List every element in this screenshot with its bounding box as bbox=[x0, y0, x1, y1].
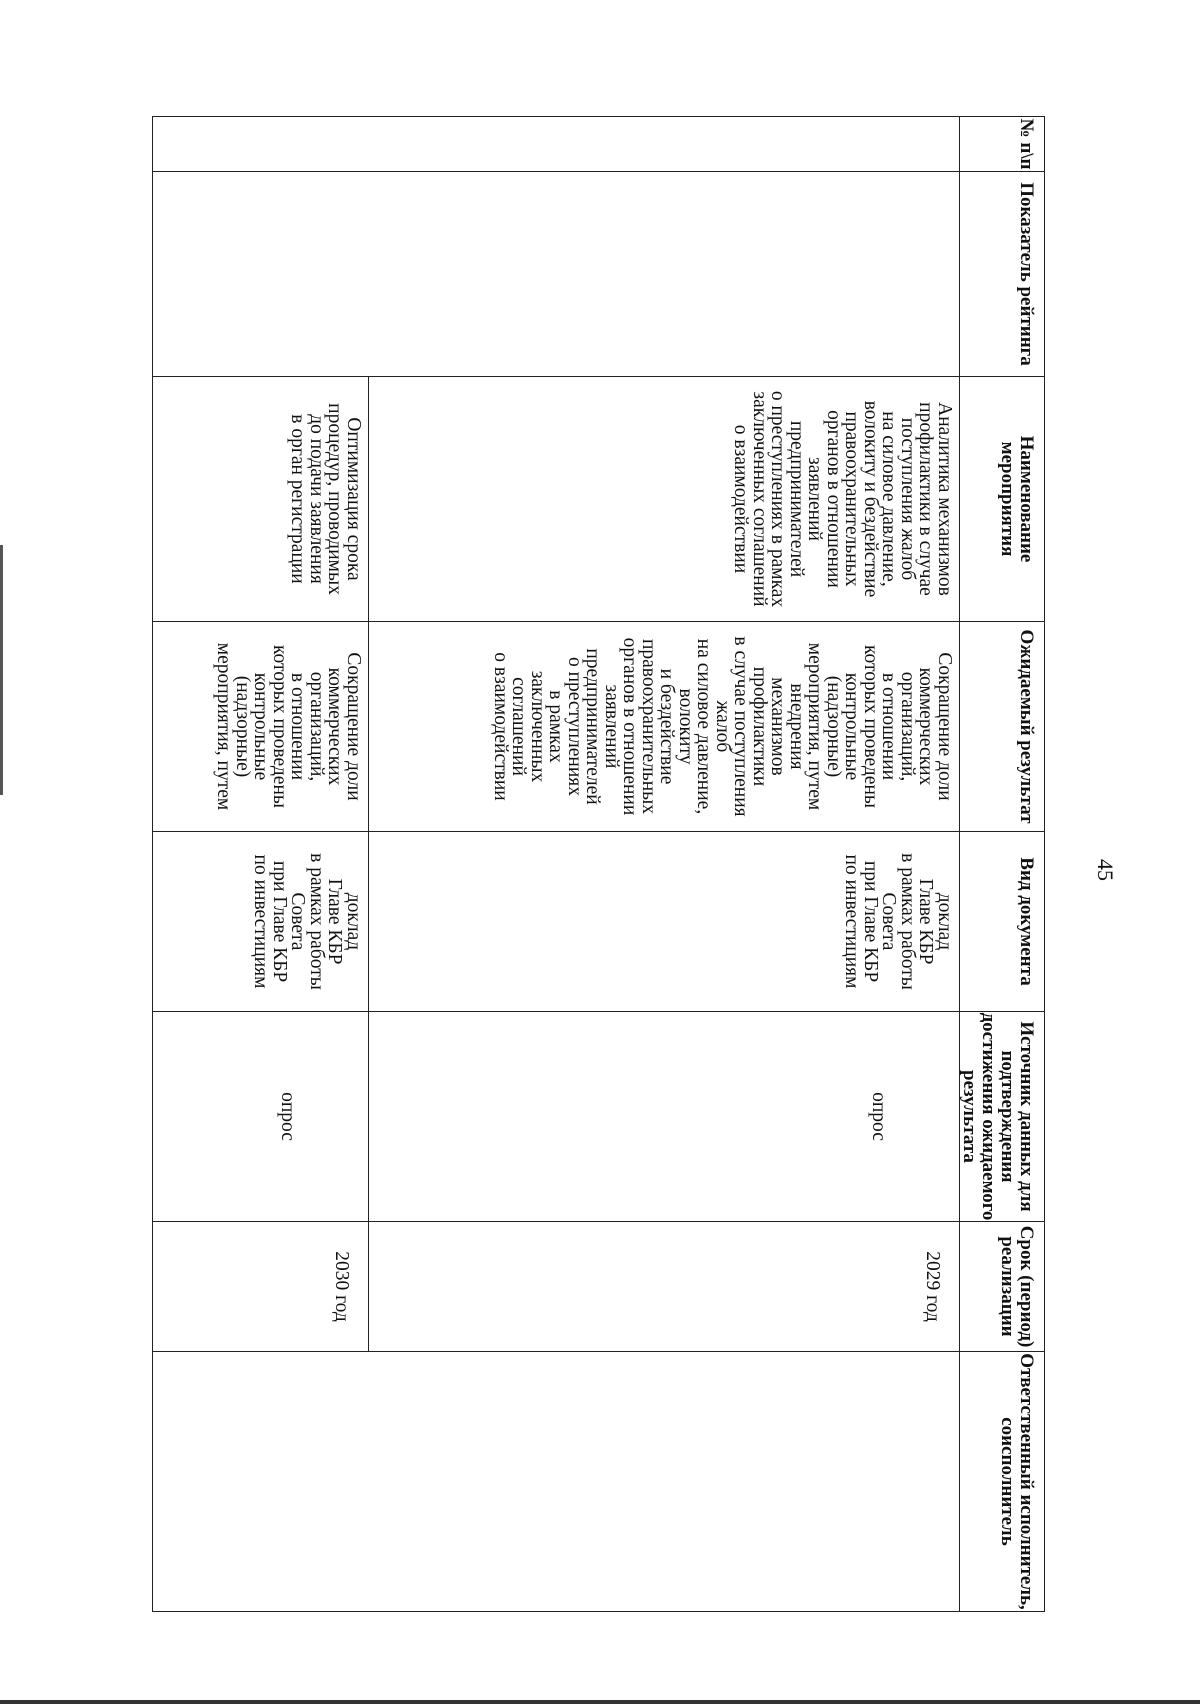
cell-source bbox=[153, 1012, 369, 1222]
table-row bbox=[369, 117, 960, 1612]
cell-activity bbox=[369, 377, 960, 622]
result-text: Сокращение доли коммерческих организаций, в отношении которых проведены контрольные (надзорные) мероприятия, путем внедрения механизмов профилактики в случае поступления жалоб на силовое давление, волокиту и бездействие правоохранительных органов в отношении заявлений предпринимателей о преступлениях в рамках заключенных соглашений о взаимодействии bbox=[490, 636, 955, 817]
header-num: № п\п bbox=[960, 117, 1045, 172]
doc-type-text: доклад Главе КБР в рамках работы Совета при Главе КБР по инвестициям bbox=[250, 853, 364, 990]
cell-doc-type bbox=[153, 832, 369, 1012]
cell-doc-type bbox=[369, 832, 960, 1012]
header-activity: Наименование мероприятия bbox=[960, 377, 1045, 622]
source-text: опрос bbox=[868, 1092, 889, 1141]
plan-table bbox=[152, 116, 1045, 1612]
cell-source bbox=[369, 1012, 960, 1222]
header-source: Источник данных для подтверждения достижения ожидаемого результата bbox=[960, 1012, 1045, 1222]
page-number: 45 bbox=[1093, 859, 1118, 881]
source-text: опрос bbox=[277, 1092, 298, 1141]
cell-indicator bbox=[153, 172, 960, 377]
header-indicator: Показатель рейтинга bbox=[960, 172, 1045, 377]
scan-bottom-line bbox=[0, 1700, 1200, 1704]
header-responsible: Ответственный исполнитель, соисполнитель bbox=[960, 1352, 1045, 1612]
rotated-table-container bbox=[152, 116, 1045, 1611]
result-text: Сокращение доли коммерческих организаций, в отношении которых проведены контрольные (надзорные) мероприятия, путем bbox=[213, 642, 364, 811]
cell-term bbox=[153, 1222, 369, 1352]
cell-responsible bbox=[153, 1352, 960, 1612]
term-text: 2030 год bbox=[331, 1251, 352, 1322]
cell-result bbox=[153, 622, 369, 832]
cell-term bbox=[369, 1222, 960, 1352]
doc-type-text: доклад Главе КБР в рамках работы Совета при Главе КБР по инвестициям bbox=[841, 853, 955, 990]
activity-text: Оптимизация срока процедур, проводимых до подачи заявления в орган регистрации bbox=[287, 403, 364, 595]
header-result: Ожидаемый результат bbox=[960, 622, 1045, 832]
cell-activity bbox=[153, 377, 369, 622]
cell-num bbox=[153, 117, 960, 172]
header-row bbox=[960, 117, 1045, 1612]
header-doc-type: Вид документа bbox=[960, 832, 1045, 1012]
header-term: Срок (период) реализации bbox=[960, 1222, 1045, 1352]
term-text: 2029 год bbox=[922, 1251, 943, 1322]
cell-result bbox=[369, 622, 960, 832]
scan-edge-mark bbox=[0, 545, 3, 795]
activity-text: Аналитика механизмов профилактики в случае поступления жалоб на силовое давление, волокиту и бездействие правоохранительных органов в отношении заявлений предпринимателей о преступлениях в рамках заключенных соглашений о взаимодействии bbox=[730, 390, 955, 608]
